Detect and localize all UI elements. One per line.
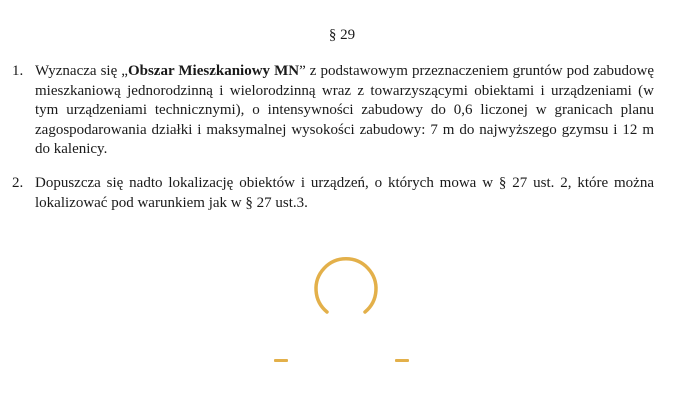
item-number: 1. (12, 63, 24, 79)
logo-left-bar (274, 359, 288, 362)
item-text (35, 62, 654, 160)
section-heading: § 29 (328, 27, 356, 43)
item-number: 2. (12, 175, 24, 191)
logo-arc (316, 259, 376, 312)
logo-right-bar (395, 359, 409, 362)
gold-ring-logo-icon (268, 256, 418, 376)
item-text-before: Wyznacza się „ (35, 63, 128, 79)
item-text: Dopuszcza się nadto lokalizację obiektów i urządzeń, o których mowa w § 27 ust. 2, które można lokalizować pod warunkiem jak w § 27 ust.3. (35, 175, 654, 211)
list-item-1 (12, 62, 654, 160)
list-item-2 (12, 174, 654, 213)
zone-name: Obszar Mieszkaniowy MN (127, 63, 300, 79)
item-text-after: ” z podstawowym przeznaczeniem gruntów pod zabudowę mieszkaniową jednorodzinną i wielorodzinną wraz z towarzyszącymi obiektami i urządzeniami (w tym urządzeniami technicznymi), o intensywności zabudowy do 0,6 liczonej w granicach planu zagospodarowania działki i maksymalnej wysokości zabudowy: 7 m do najwyższego gzymsu i 12 m do kalenicy. (35, 63, 655, 158)
